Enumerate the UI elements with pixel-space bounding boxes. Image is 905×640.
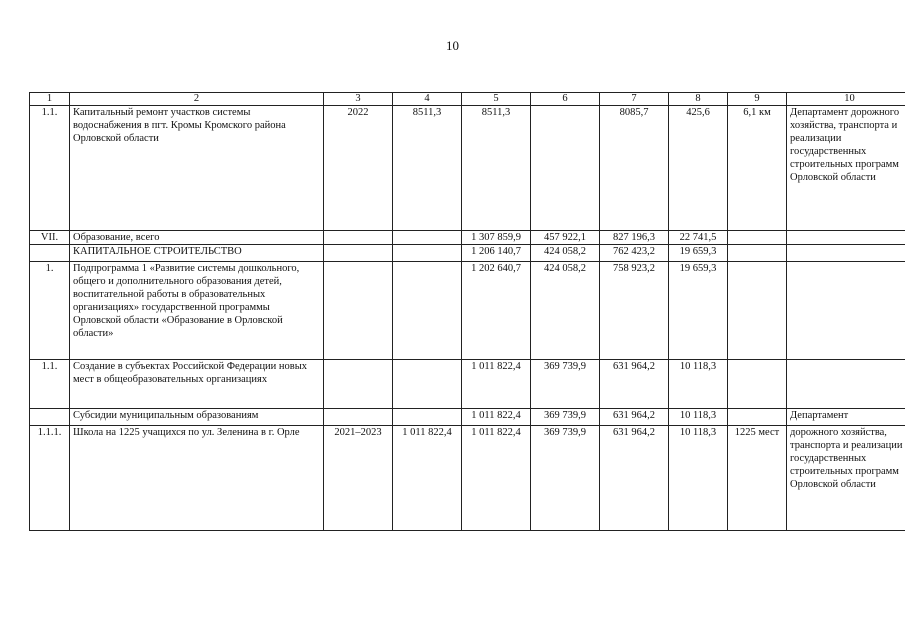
header-cell-1: 1 bbox=[30, 93, 70, 106]
row-col4: 8511,3 bbox=[393, 106, 462, 231]
page-number: 10 bbox=[446, 38, 459, 53]
header-cell-8: 8 bbox=[669, 93, 728, 106]
row-col10 bbox=[787, 231, 905, 245]
row-col6 bbox=[531, 106, 600, 231]
row-number: 1.1.1. bbox=[30, 426, 70, 531]
row-col4: 1 011 822,4 bbox=[393, 426, 462, 531]
row-years: 2022 bbox=[324, 106, 393, 231]
row-col9: 6,1 км bbox=[728, 106, 787, 231]
row-col7: 8085,7 bbox=[600, 106, 669, 231]
row-col7: 631 964,2 bbox=[600, 426, 669, 531]
row-col4 bbox=[393, 360, 462, 409]
row-col5: 1 202 640,7 bbox=[462, 262, 531, 360]
row-name: Капитальный ремонт участков системы водоснабжения в пгт. Кромы Кромского района Орловской области bbox=[70, 106, 324, 231]
table-row bbox=[30, 245, 905, 262]
row-number bbox=[30, 245, 70, 262]
row-name: КАПИТАЛЬНОЕ СТРОИТЕЛЬСТВО bbox=[70, 245, 324, 262]
row-col9 bbox=[728, 409, 787, 426]
row-col10: Департамент bbox=[787, 409, 905, 426]
row-name: Создание в субъектах Российской Федерации новых мест в общеобразовательных организациях bbox=[70, 360, 324, 409]
table-row bbox=[30, 426, 905, 531]
row-col4 bbox=[393, 245, 462, 262]
row-col8: 10 118,3 bbox=[669, 360, 728, 409]
table-row bbox=[30, 106, 905, 231]
row-col6: 369 739,9 bbox=[531, 409, 600, 426]
row-col9 bbox=[728, 360, 787, 409]
row-col4 bbox=[393, 231, 462, 245]
row-years bbox=[324, 360, 393, 409]
row-col5: 1 011 822,4 bbox=[462, 409, 531, 426]
header-cell-3: 3 bbox=[324, 93, 393, 106]
row-years bbox=[324, 262, 393, 360]
row-col9 bbox=[728, 231, 787, 245]
row-name: Субсидии муниципальным образованиям bbox=[70, 409, 324, 426]
header-cell-6: 6 bbox=[531, 93, 600, 106]
row-number: VII. bbox=[30, 231, 70, 245]
header-cell-10: 10 bbox=[787, 93, 905, 106]
header-cell-2: 2 bbox=[70, 93, 324, 106]
table-row bbox=[30, 262, 905, 360]
row-col6: 369 739,9 bbox=[531, 360, 600, 409]
row-col10: дорожного хозяйства, транспорта и реализации государственных строительных программ Орловской области bbox=[787, 426, 905, 531]
row-col8: 19 659,3 bbox=[669, 245, 728, 262]
row-col7: 827 196,3 bbox=[600, 231, 669, 245]
row-years: 2021–2023 bbox=[324, 426, 393, 531]
table-row bbox=[30, 231, 905, 245]
row-col8: 19 659,3 bbox=[669, 262, 728, 360]
row-col5: 1 011 822,4 bbox=[462, 426, 531, 531]
financing-table bbox=[29, 92, 905, 531]
row-number: 1. bbox=[30, 262, 70, 360]
row-col5: 1 307 859,9 bbox=[462, 231, 531, 245]
row-col8: 22 741,5 bbox=[669, 231, 728, 245]
row-col5: 8511,3 bbox=[462, 106, 531, 231]
table-row bbox=[30, 360, 905, 409]
row-col7: 758 923,2 bbox=[600, 262, 669, 360]
row-years bbox=[324, 409, 393, 426]
row-col7: 631 964,2 bbox=[600, 409, 669, 426]
row-col8: 10 118,3 bbox=[669, 409, 728, 426]
row-col6: 457 922,1 bbox=[531, 231, 600, 245]
row-col4 bbox=[393, 262, 462, 360]
row-name: Школа на 1225 учащихся по ул. Зеленина в г. Орле bbox=[70, 426, 324, 531]
row-col5: 1 206 140,7 bbox=[462, 245, 531, 262]
row-col4 bbox=[393, 409, 462, 426]
row-number bbox=[30, 409, 70, 426]
row-col6: 369 739,9 bbox=[531, 426, 600, 531]
row-col7: 631 964,2 bbox=[600, 360, 669, 409]
row-name: Подпрограмма 1 «Развитие системы дошкольного, общего и дополнительного образования детей, воспитательной работы в образовательных организациях» государственной программы Орловской области «Образование в Орловской области» bbox=[70, 262, 324, 360]
header-cell-7: 7 bbox=[600, 93, 669, 106]
row-col10: Департамент дорожного хозяйства, транспорта и реализации государственных строительных программ Орловской области bbox=[787, 106, 905, 231]
row-col5: 1 011 822,4 bbox=[462, 360, 531, 409]
header-row bbox=[30, 93, 905, 106]
table-row bbox=[30, 409, 905, 426]
row-col6: 424 058,2 bbox=[531, 245, 600, 262]
row-col8: 425,6 bbox=[669, 106, 728, 231]
row-col6: 424 058,2 bbox=[531, 262, 600, 360]
header-cell-4: 4 bbox=[393, 93, 462, 106]
row-col10 bbox=[787, 245, 905, 262]
row-col7: 762 423,2 bbox=[600, 245, 669, 262]
row-number: 1.1. bbox=[30, 106, 70, 231]
row-col9: 1225 мест bbox=[728, 426, 787, 531]
header-cell-5: 5 bbox=[462, 93, 531, 106]
row-years bbox=[324, 231, 393, 245]
header-cell-9: 9 bbox=[728, 93, 787, 106]
row-col8: 10 118,3 bbox=[669, 426, 728, 531]
row-col9 bbox=[728, 262, 787, 360]
row-col9 bbox=[728, 245, 787, 262]
row-col10 bbox=[787, 360, 905, 409]
row-number: 1.1. bbox=[30, 360, 70, 409]
row-years bbox=[324, 245, 393, 262]
row-col10 bbox=[787, 262, 905, 360]
row-name: Образование, всего bbox=[70, 231, 324, 245]
